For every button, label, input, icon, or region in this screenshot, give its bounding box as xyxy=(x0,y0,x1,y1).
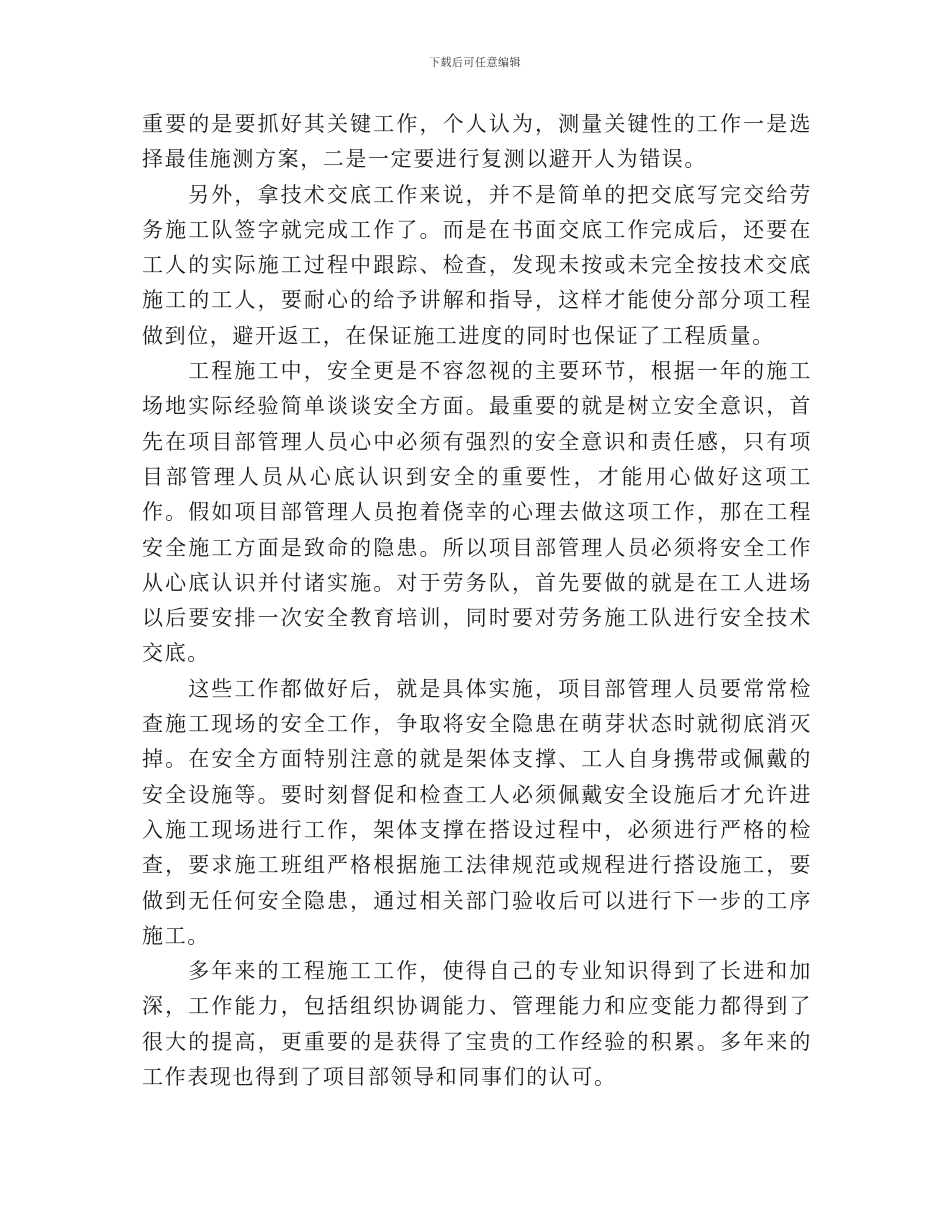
paragraph-2: 另外，拿技术交底工作来说，并不是简单的把交底写完交给劳务施工队签字就完成工作了。而是在书面交底工作完成后，还要在工人的实际施工过程中跟踪、检查，发现未按或未完全按技术交底施工的工人，要耐心的给予讲解和指导，这样才能使分部分项工程做到位，避开返工，在保证施工进度的同时也保证了工程质量。 xyxy=(142,182,812,348)
paragraph-4: 这些工作都做好后，就是具体实施，项目部管理人员要常常检查施工现场的安全工作，争取将安全隐患在萌芽状态时就彻底消灭掉。在安全方面特别注意的就是架体支撑、工人自身携带或佩戴的安全设施等。要时刻督促和检查工人必须佩戴安全设施后才允许进入施工现场进行工作，架体支撑在搭设过程中，必须进行严格的检查，要求施工班组严格根据施工法律规范或规程进行搭设施工，要做到无任何安全隐患，通过相关部门验收后可以进行下一步的工序施工。 xyxy=(142,676,812,948)
paragraph-3: 工程施工中，安全更是不容忽视的主要环节，根据一年的施工场地实际经验简单谈谈安全方面。最重要的就是树立安全意识，首先在项目部管理人员心中必须有强烈的安全意识和责任感，只有项目部管理人员从心底认识到安全的重要性，才能用心做好这项工作。假如项目部管理人员抱着侥幸的心理去做这项工作，那在工程安全施工方面是致命的隐患。所以项目部管理人员必须将安全工作从心底认识并付诸实施。对于劳务队，首先要做的就是在工人进场以后要安排一次安全教育培训，同时要对劳务施工队进行安全技术交底。 xyxy=(142,359,812,666)
document-body xyxy=(142,107,812,1095)
paragraph-5: 多年来的工程施工工作，使得自己的专业知识得到了长进和加深，工作能力，包括组织协调能力、管理能力和应变能力都得到了很大的提高，更重要的是获得了宝贵的工作经验的积累。多年来的工作表现也得到了项目部领导和同事们的认可。 xyxy=(142,959,812,1090)
paragraph-1: 重要的是要抓好其关键工作，个人认为，测量关键性的工作一是选择最佳施测方案，二是一定要进行复测以避开人为错误。 xyxy=(142,112,812,172)
page-header: 下载后可任意编辑 xyxy=(429,56,521,69)
